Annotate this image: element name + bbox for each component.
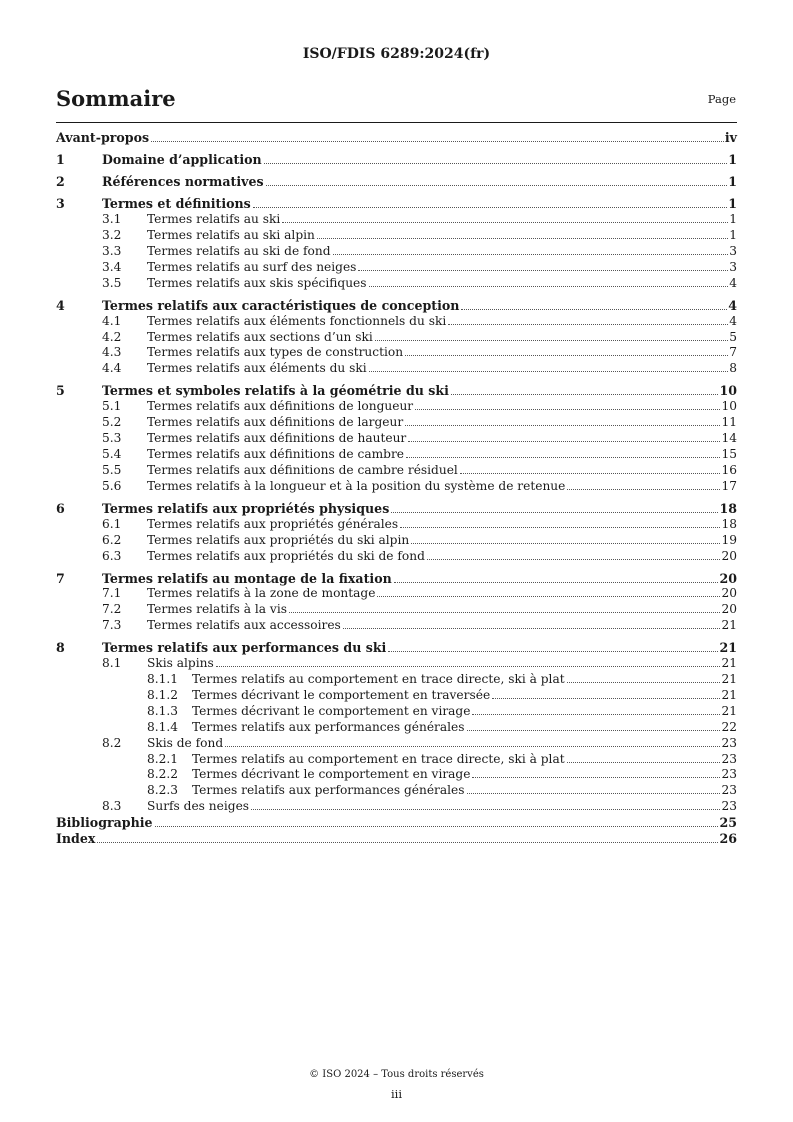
toc-dot-leader: [467, 793, 721, 794]
toc-dot-leader: [369, 371, 729, 372]
table-of-contents: [56, 130, 737, 847]
toc-entry-number: 8.1.1: [147, 672, 179, 687]
toc-entry-title[interactable]: Skis alpins: [147, 656, 214, 671]
toc-entry-title[interactable]: Index: [56, 831, 96, 847]
toc-dot-leader: [472, 777, 720, 778]
toc-dot-leader: [467, 730, 721, 731]
toc-entry-number: 5.2: [102, 415, 122, 430]
toc-entry[interactable]: [56, 640, 737, 656]
toc-entry[interactable]: [56, 196, 737, 212]
toc-entry-title[interactable]: Domaine d’application: [102, 152, 262, 168]
toc-entry-number: 4.4: [102, 361, 122, 376]
toc-entry-title[interactable]: Termes décrivant le comportement en virage: [192, 703, 471, 718]
toc-entry[interactable]: [56, 463, 737, 479]
toc-entry-title[interactable]: Termes relatifs à la longueur et à la position du système de retenue: [147, 478, 566, 493]
toc-entry-title[interactable]: Termes et symboles relatifs à la géométrie du ski: [102, 383, 449, 399]
toc-entry-page[interactable]: 20: [719, 570, 737, 586]
toc-entry-title[interactable]: Avant-propos: [56, 130, 150, 145]
toc-entry-number: 8.2.2: [147, 767, 179, 782]
toc-dot-leader: [155, 826, 719, 827]
toc-entry-page[interactable]: 21: [721, 703, 737, 718]
toc-entry-number: 1: [56, 152, 65, 168]
toc-entry-title[interactable]: Termes relatifs aux définitions de longueur: [147, 399, 414, 414]
toc-entry[interactable]: [56, 618, 737, 634]
toc-entry-number: 3.4: [102, 259, 122, 274]
toc-entry-title[interactable]: Termes relatifs aux propriétés du ski alpin: [147, 532, 410, 547]
toc-entry[interactable]: [56, 767, 737, 783]
toc-entry-title[interactable]: Références normatives: [102, 174, 264, 190]
toc-entry[interactable]: [56, 330, 737, 346]
toc-entry-number: 3: [56, 196, 65, 212]
toc-entry-title[interactable]: Termes relatifs aux définitions de largeur: [147, 415, 404, 430]
toc-dot-leader: [406, 457, 720, 458]
toc-entry-number: 4.1: [102, 313, 122, 328]
toc-entry[interactable]: [56, 298, 737, 314]
toc-entry[interactable]: [56, 672, 737, 688]
toc-entry[interactable]: [56, 736, 737, 752]
toc-entry-title[interactable]: Termes relatifs au comportement en trace directe, ski à plat: [192, 672, 565, 687]
toc-entry-page[interactable]: 7: [729, 345, 737, 360]
toc-dot-leader: [567, 682, 721, 683]
toc-entry-number: 6.1: [102, 516, 122, 531]
toc-entry-page[interactable]: 14: [721, 431, 737, 446]
toc-dot-leader: [461, 309, 727, 310]
toc-entry-number: 5.3: [102, 431, 122, 446]
toc-entry-title[interactable]: Termes et définitions: [102, 196, 251, 212]
toc-entry-title[interactable]: Termes décrivant le comportement en traversée: [192, 688, 491, 702]
toc-entry-number: 7.3: [102, 618, 122, 633]
toc-entry-title[interactable]: Termes relatifs aux définitions de cambre résiduel: [147, 462, 458, 477]
toc-entry-number: 8: [56, 640, 65, 656]
toc-entry-title[interactable]: Termes relatifs au ski: [147, 212, 281, 227]
toc-entry-page[interactable]: 23: [721, 751, 737, 766]
toc-entry[interactable]: [56, 571, 737, 587]
toc-entry-number: 6.2: [102, 532, 122, 547]
toc-entry-title[interactable]: Termes relatifs aux propriétés du ski de fond: [147, 548, 425, 563]
toc-entry[interactable]: [56, 130, 737, 146]
toc-entry[interactable]: [56, 383, 737, 399]
toc-entry-page[interactable]: 1: [728, 174, 737, 190]
toc-entry-page[interactable]: 10: [721, 399, 737, 414]
toc-dot-leader: [216, 666, 721, 667]
toc-dot-leader: [375, 340, 728, 341]
toc-dot-leader: [411, 543, 720, 544]
title-divider: [56, 122, 737, 123]
toc-dot-leader: [97, 842, 718, 843]
toc-entry-page[interactable]: 18: [721, 516, 737, 531]
toc-dot-leader: [289, 612, 721, 613]
toc-entry[interactable]: [56, 720, 737, 736]
toc-entry-page[interactable]: 23: [721, 783, 737, 798]
toc-entry-page[interactable]: 1: [729, 228, 737, 243]
toc-entry-number: 8.1.2: [147, 688, 179, 702]
toc-entry-page[interactable]: 20: [721, 602, 737, 617]
toc-entry-number: 8.1: [102, 656, 122, 671]
toc-entry-page[interactable]: 23: [721, 799, 737, 814]
toc-dot-leader: [472, 714, 720, 715]
toc-entry-page[interactable]: 5: [729, 329, 737, 344]
copyright-footer: © ISO 2024 – Tous droits réservés: [309, 1069, 484, 1080]
toc-entry-page[interactable]: 1: [728, 196, 737, 212]
toc-entry[interactable]: [56, 244, 737, 260]
toc-dot-leader: [264, 163, 728, 164]
toc-entry[interactable]: [56, 479, 737, 495]
toc-entry-page[interactable]: 23: [721, 767, 737, 782]
toc-entry-page[interactable]: 4: [729, 275, 737, 290]
toc-entry-title[interactable]: Termes relatifs aux performances générales: [192, 783, 465, 798]
toc-dot-leader: [253, 207, 727, 208]
toc-entry-page[interactable]: 22: [721, 719, 737, 734]
toc-entry-title[interactable]: Termes relatifs au comportement en trace directe, ski à plat: [192, 751, 565, 766]
toc-entry-number: 6.3: [102, 548, 122, 563]
toc-entry-title[interactable]: Bibliographie: [56, 815, 153, 831]
toc-entry-page[interactable]: 4: [728, 297, 737, 313]
toc-entry-number: 8.2.1: [147, 751, 179, 766]
toc-dot-leader: [492, 698, 720, 699]
page-number: iii: [390, 1087, 403, 1101]
toc-entry-page[interactable]: 17: [721, 478, 737, 493]
toc-entry[interactable]: [56, 431, 737, 447]
toc-entry-number: 5.6: [102, 478, 122, 493]
toc-entry[interactable]: [56, 799, 737, 815]
toc-entry[interactable]: [56, 447, 737, 463]
toc-dot-leader: [151, 141, 724, 142]
toc-entry-title[interactable]: Skis de fond: [147, 735, 224, 750]
toc-entry[interactable]: [56, 586, 737, 602]
toc-entry-number: 4.2: [102, 329, 122, 344]
toc-entry-title[interactable]: Termes relatifs au ski alpin: [147, 228, 315, 243]
toc-entry-number: 3.5: [102, 275, 122, 290]
toc-entry-page[interactable]: 20: [721, 586, 737, 601]
toc-entry[interactable]: [56, 152, 737, 168]
toc-entry-page[interactable]: iv: [724, 130, 737, 145]
toc-dot-leader: [251, 809, 720, 810]
toc-entry-number: 5.1: [102, 399, 122, 414]
toc-entry-page[interactable]: 16: [721, 462, 737, 477]
toc-entry-page[interactable]: 20: [721, 548, 737, 563]
toc-entry[interactable]: [56, 260, 737, 276]
toc-entry-page[interactable]: 21: [721, 618, 737, 633]
toc-entry-number: 5.5: [102, 462, 122, 477]
toc-entry-number: 3.1: [102, 212, 122, 227]
toc-dot-leader: [317, 238, 728, 239]
toc-entry-number: 7.1: [102, 586, 122, 601]
toc-dot-leader: [282, 222, 728, 223]
toc-entry-number: 3.2: [102, 228, 122, 243]
toc-entry[interactable]: [56, 815, 737, 831]
toc-entry[interactable]: [56, 704, 737, 720]
toc-entry-title[interactable]: Termes relatifs aux définitions de hauteur: [147, 431, 407, 446]
toc-dot-leader: [415, 409, 720, 410]
toc-entry-number: 8.2: [102, 735, 122, 750]
toc-entry-page[interactable]: 15: [721, 446, 737, 461]
toc-entry-page[interactable]: 21: [721, 672, 737, 687]
toc-entry-number: 6: [56, 500, 65, 516]
toc-entry-title[interactable]: Termes décrivant le comportement en virage: [192, 767, 471, 782]
toc-entry-title[interactable]: Termes relatifs aux caractéristiques de conception: [102, 297, 460, 313]
toc-entry[interactable]: [56, 783, 737, 799]
toc-dot-leader: [377, 596, 720, 597]
toc-entry-title[interactable]: Termes relatifs aux définitions de cambre: [147, 446, 404, 461]
toc-entry-page[interactable]: 1: [729, 212, 737, 227]
toc-entry-number: 5: [56, 383, 65, 399]
toc-entry[interactable]: [56, 399, 737, 415]
toc-entry-page[interactable]: 26: [719, 831, 737, 847]
toc-dot-leader: [427, 559, 721, 560]
toc-entry-number: 7.2: [102, 602, 122, 617]
toc-entry[interactable]: [56, 212, 737, 228]
toc-entry-page[interactable]: 18: [719, 500, 737, 516]
toc-entry-page[interactable]: 21: [719, 640, 737, 656]
toc-entry-title[interactable]: Termes relatifs à la vis: [147, 602, 287, 617]
toc-entry[interactable]: [56, 345, 737, 361]
toc-entry-title[interactable]: Termes relatifs au montage de la fixation: [102, 570, 392, 586]
toc-entry-title[interactable]: Termes relatifs aux éléments du ski: [147, 361, 367, 376]
toc-dot-leader: [391, 512, 718, 513]
toc-entry-number: 7: [56, 570, 65, 586]
toc-dot-leader: [369, 286, 729, 287]
toc-dot-leader: [448, 324, 728, 325]
toc-dot-leader: [460, 473, 721, 474]
toc-dot-leader: [405, 425, 720, 426]
toc-dot-leader: [400, 527, 720, 528]
toc-dot-leader: [388, 651, 718, 652]
toc-entry-page[interactable]: 1: [728, 152, 737, 168]
page-title: Sommaire: [56, 86, 176, 111]
toc-entry-title[interactable]: Termes relatifs au ski de fond: [147, 243, 331, 258]
toc-entry-number: 4: [56, 297, 65, 313]
toc-entry-page[interactable]: 3: [729, 259, 737, 274]
toc-entry[interactable]: [56, 415, 737, 431]
toc-dot-leader: [333, 254, 729, 255]
document-identifier: ISO/FDIS 6289:2024(fr): [302, 46, 491, 62]
toc-dot-leader: [225, 746, 720, 747]
toc-entry[interactable]: [56, 361, 737, 377]
toc-entry[interactable]: [56, 276, 737, 292]
toc-entry[interactable]: [56, 688, 737, 704]
toc-entry-page[interactable]: 19: [721, 532, 737, 547]
toc-entry[interactable]: [56, 517, 737, 533]
toc-entry-title[interactable]: Termes relatifs aux performances générales: [192, 719, 465, 734]
toc-entry[interactable]: [56, 831, 737, 847]
toc-entry-page[interactable]: 23: [721, 735, 737, 750]
toc-entry-number: 8.3: [102, 799, 122, 814]
toc-entry-number: 5.4: [102, 446, 122, 461]
toc-entry-title[interactable]: Termes relatifs aux skis spécifiques: [147, 275, 367, 290]
toc-entry-page[interactable]: 21: [721, 688, 737, 702]
toc-dot-leader: [567, 762, 721, 763]
toc-entry-number: 2: [56, 174, 65, 190]
toc-entry-number: 3.3: [102, 243, 122, 258]
toc-entry-page[interactable]: 25: [719, 815, 737, 831]
toc-entry-number: 8.1.3: [147, 703, 179, 718]
page-column-label: Page: [707, 92, 736, 106]
toc-dot-leader: [451, 394, 719, 395]
toc-dot-leader: [394, 582, 719, 583]
toc-entry-number: 8.2.3: [147, 783, 179, 798]
toc-entry-page[interactable]: 3: [729, 243, 737, 258]
toc-entry-title[interactable]: Termes relatifs aux sections d’un ski: [147, 329, 373, 344]
toc-dot-leader: [405, 355, 728, 356]
toc-entry[interactable]: [56, 602, 737, 618]
toc-dot-leader: [266, 185, 728, 186]
toc-entry[interactable]: [56, 174, 737, 190]
toc-entry-title[interactable]: Termes relatifs au surf des neiges: [147, 259, 357, 274]
toc-entry-title[interactable]: Surfs des neiges: [147, 799, 250, 814]
toc-entry[interactable]: [56, 656, 737, 672]
toc-entry[interactable]: [56, 549, 737, 565]
toc-dot-leader: [567, 489, 720, 490]
toc-entry[interactable]: [56, 314, 737, 330]
toc-dot-leader: [408, 441, 720, 442]
toc-entry[interactable]: [56, 501, 737, 517]
toc-entry-number: 4.3: [102, 345, 122, 360]
toc-entry-title[interactable]: Termes relatifs aux performances du ski: [102, 640, 387, 656]
toc-entry-title[interactable]: Termes relatifs aux types de construction: [147, 345, 404, 360]
toc-entry-number: 8.1.4: [147, 719, 179, 734]
toc-dot-leader: [343, 628, 721, 629]
toc-entry-title[interactable]: Termes relatifs à la zone de montage: [147, 586, 376, 601]
toc-entry-title[interactable]: Termes relatifs aux éléments fonctionnels du ski: [147, 313, 447, 328]
toc-entry[interactable]: [56, 752, 737, 768]
toc-entry-title[interactable]: Termes relatifs aux propriétés physiques: [102, 500, 390, 516]
toc-entry[interactable]: [56, 228, 737, 244]
toc-entry-page[interactable]: 4: [729, 313, 737, 328]
toc-entry-page[interactable]: 21: [721, 656, 737, 671]
toc-entry-page[interactable]: 11: [721, 415, 737, 430]
toc-entry-page[interactable]: 10: [719, 383, 737, 399]
toc-entry-title[interactable]: Termes relatifs aux propriétés générales: [147, 516, 399, 531]
toc-entry[interactable]: [56, 533, 737, 549]
toc-entry-title[interactable]: Termes relatifs aux accessoires: [147, 618, 341, 633]
toc-entry-page[interactable]: 8: [729, 361, 737, 376]
toc-dot-leader: [358, 270, 728, 271]
